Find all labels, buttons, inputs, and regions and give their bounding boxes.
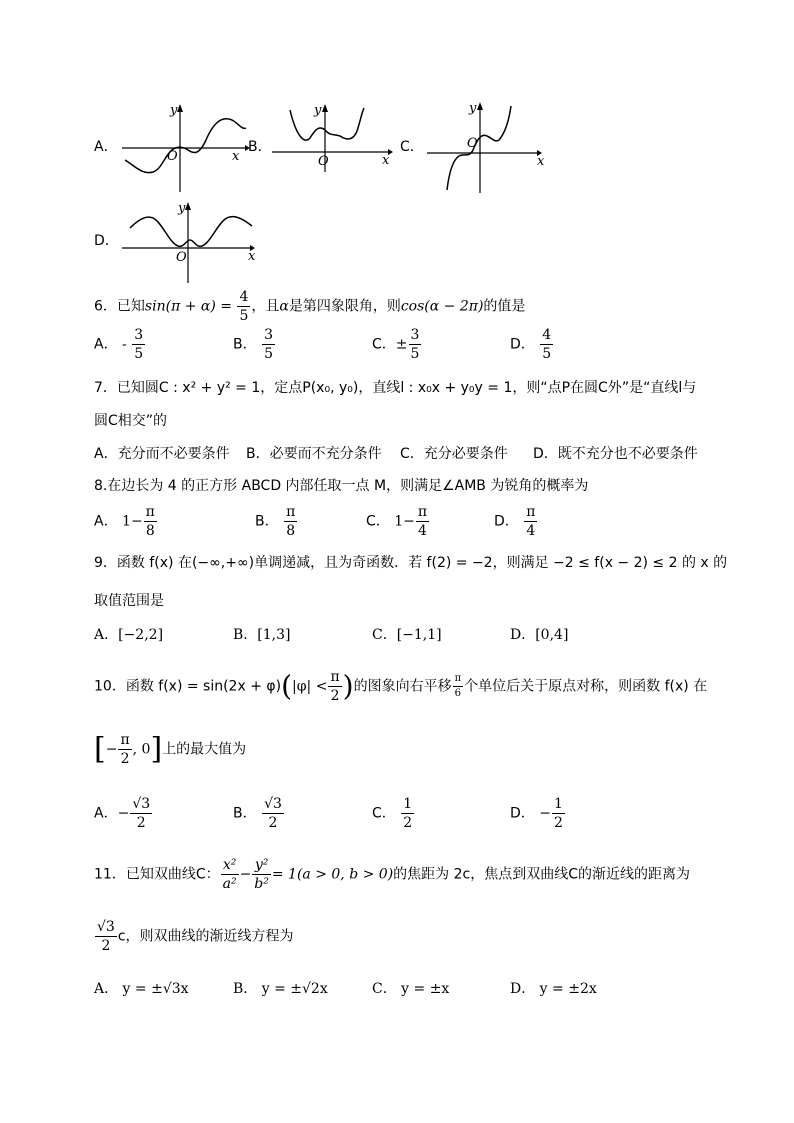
q9-option-a: A．[−2,2] (94, 627, 164, 643)
q8-option-c: C． 1− $\frac{\pi}{4}$ (366, 504, 428, 539)
q7-line2: 圆C相交”的 (94, 413, 168, 429)
x-label: x (248, 249, 256, 264)
y-label: y (314, 103, 322, 118)
q9-option-d: D．[0,4] (510, 627, 569, 643)
q11-line2: $\frac{√3}{2}$ c，则双曲线的渐近线方程为 (97, 919, 294, 954)
curve-b (290, 108, 364, 140)
q11-option-a: A． y = ±√3x (94, 981, 189, 997)
q5-option-b-label: B． (248, 139, 272, 155)
q6-stem: 6．已知sin(π + α) = $\frac{4}{5}$ ，且α是第四象限角，则cos(α − 2π)的值是 (94, 289, 526, 324)
q5-option-d-label: D． (94, 233, 119, 249)
q8-option-a: A． 1− $\frac{\pi}{8}$ (94, 504, 155, 539)
q10-stem: 10．函数 f(x) = sin(2x + φ)(|φ| < $\frac{\pi}{2}$ )的图象向右平移 $\frac{\pi}{6}$ 个单位后关于原点对称，则函数 f(x) 在 (94, 669, 708, 704)
y-axis-arrow (477, 102, 483, 110)
curve-a (125, 119, 246, 173)
y-label: y (469, 101, 477, 116)
q8-option-b: B． $\frac{\pi}{8}$ (255, 504, 296, 539)
q9-option-b: B．[1,3] (233, 627, 291, 643)
q6-option-a: A． - $\frac{3}{5}$ (94, 327, 144, 362)
q6-option-b: B． $\frac{3}{5}$ (233, 327, 273, 362)
q5-option-a-label: A． (94, 139, 118, 155)
q5-graph-c (425, 98, 550, 198)
curve-c (447, 106, 511, 190)
q7-option-b: B．必要而不充分条件 (246, 446, 382, 462)
q11-option-b: B． y = ±√2x (233, 981, 328, 997)
q5-graph-d (120, 198, 265, 288)
y-axis-arrow (185, 202, 191, 210)
y-axis-arrow (322, 104, 328, 112)
q9-line2: 取值范围是 (94, 593, 164, 609)
q7-option-c: C．充分必要条件 (400, 446, 508, 462)
origin-label: O (318, 154, 329, 169)
q6-option-c: C．± $\frac{3}{5}$ (372, 327, 420, 362)
q10-line2: [− $\frac{\pi}{2}$ , 0]上的最大值为 (94, 731, 247, 767)
q8-stem: 8.在边长为 4 的正方形 ABCD 内部任取一点 M，则满足∠AMB 为锐角的概率为 (94, 478, 589, 494)
x-label: x (382, 153, 390, 168)
q7-option-a: A．充分而不必要条件 (94, 446, 230, 462)
q10-option-a: A．− $\frac{√3}{2}$ (94, 796, 151, 831)
origin-label: O (176, 250, 187, 265)
q7-line1: 7．已知圆C : x² + y² = 1，定点P(x₀, y₀)，直线l : x₀x + y₀y = 1，则“点P在圆C外”是“直线l与 (94, 380, 697, 396)
y-label: y (178, 201, 186, 216)
origin-label: O (467, 136, 478, 151)
q11-stem: 11．已知双曲线C： $\frac{\text{x²}}{\text{a²}}$ − $\frac{\text{y²}}{\text{b²}}$ = 1(a > 0, b > 0)的焦距为 2c，焦点到双曲线C的渐近线的距离为 (94, 857, 691, 892)
q11-option-c: C． y = ±x (372, 981, 450, 997)
q10-option-d: D． − $\frac{1}{2}$ (510, 796, 563, 831)
q5-option-c-label: C． (400, 139, 424, 155)
q10-option-c: C． $\frac{1}{2}$ (372, 796, 413, 831)
q11-option-d: D． y = ±2x (510, 981, 597, 997)
y-axis-arrow (177, 104, 183, 112)
fraction: $\frac{4}{5}$ (239, 289, 249, 324)
origin-label: O (167, 149, 178, 164)
curve-d (130, 217, 252, 247)
q9-line1: 9．函数 f(x) 在(−∞,+∞)单调递减，且为奇函数．若 f(2) = −2，则满足 −2 ≤ f(x − 2) ≤ 2 的 x 的 (94, 555, 728, 571)
x-label: x (537, 154, 545, 169)
q7-option-d: D．既不充分也不必要条件 (533, 446, 698, 462)
q6-option-d: D． $\frac{4}{5}$ (510, 327, 552, 362)
q8-option-d: D． $\frac{\pi}{4}$ (494, 504, 536, 539)
x-label: x (232, 149, 240, 164)
q10-option-b: B． $\frac{√3}{2}$ (233, 796, 282, 831)
q5-graph-b (270, 100, 400, 175)
y-label: y (170, 103, 178, 118)
q9-option-c: C．[−1,1] (372, 627, 442, 643)
q5-graph-a (120, 100, 250, 195)
